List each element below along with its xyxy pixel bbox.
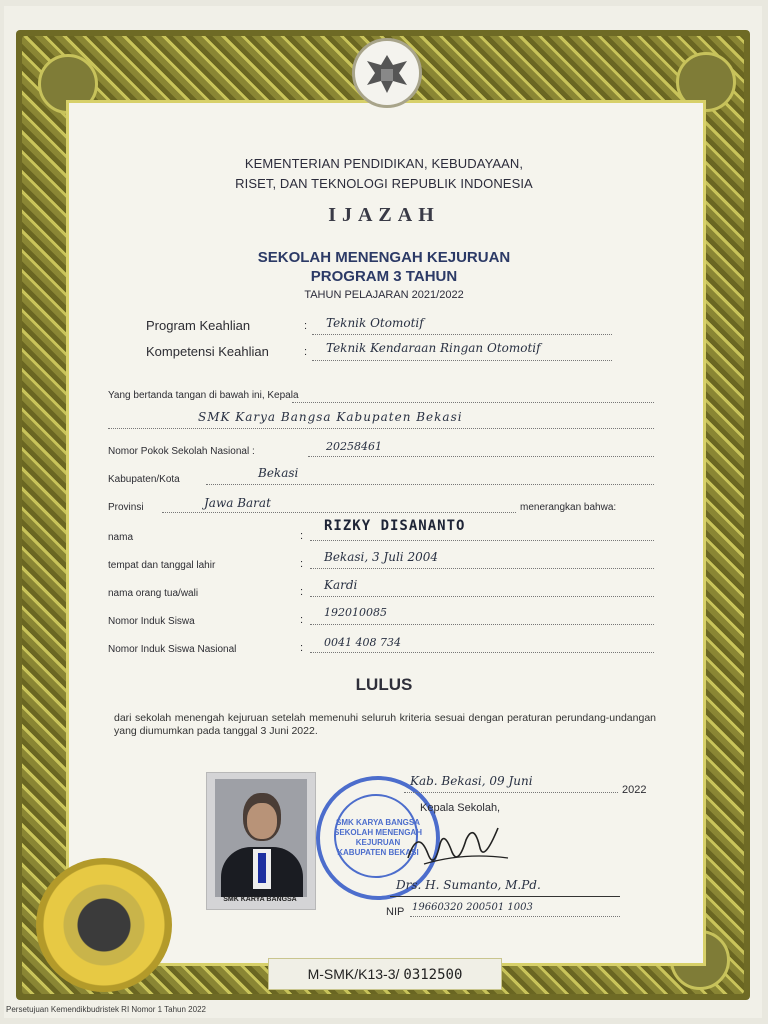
parent-dotline [310,596,654,597]
nis-value: 192010085 [324,606,387,619]
student-name-value: RIZKY DISANANTO [324,518,466,534]
signature-mark-icon [404,818,514,880]
stamp-line-1: SMK KARYA BANGSA [335,818,420,827]
npsn-value: 20258461 [326,440,382,453]
photo-caption: SMK KARYA BANGSA [223,896,297,903]
nip-label: NIP [386,906,405,918]
province-label: Provinsi [108,502,144,513]
city-dotline [206,484,654,485]
photo-tie [258,853,266,883]
program-dotline [312,334,612,335]
nisn-label: Nomor Induk Siswa Nasional [108,644,237,655]
parent-value: Kardi [324,578,358,592]
serial-prefix: M-SMK/K13-3/ [307,966,400,982]
school-type-line-2: PROGRAM 3 TAHUN [310,268,458,285]
nis-colon: : [300,614,304,626]
document-title: IJAZAH [328,204,440,226]
signer-underline [390,896,620,897]
student-name-colon: : [300,530,304,542]
npsn-label: Nomor Pokok Sekolah Nasional : [108,446,255,457]
intro-dotline [292,402,654,403]
place-date: Kab. Bekasi, 09 Juni [410,774,533,788]
stamp-line-2: SEKOLAH MENENGAH [333,828,422,837]
birth-value: Bekasi, 3 Juli 2004 [324,550,438,564]
result-statement: dari sekolah menengah kejuruan setelah memenuhi seluruh kriteria sesuai dengan peraturan perundang-undangan yang diumumkan pada tanggal 3 Juni 2022. [114,712,656,737]
program-label: Program Keahlian [146,318,251,333]
province-dotline [162,512,516,513]
stamp-line-3: KEJURUAN [355,838,401,847]
stamp-line-4: KABUPATEN BEKASI [337,848,419,857]
nis-dotline [310,624,654,625]
ministry-line-2: RISET, DAN TEKNOLOGI REPUBLIK INDONESIA [235,176,533,191]
garuda-emblem-icon [352,38,422,108]
school-type-heading [0,248,768,286]
serial-number-box [268,958,502,990]
academic-year: TAHUN PELAJARAN 2021/2022 [304,289,464,301]
birth-label: tempat dan tanggal lahir [108,560,216,571]
competency-value: Teknik Kendaraan Ringan Otomotif [326,341,541,355]
nisn-dotline [310,652,654,653]
signer-role: Kepala Sekolah, [420,802,501,814]
nisn-colon: : [300,642,304,654]
parent-colon: : [300,586,304,598]
city-value: Bekasi [258,466,299,480]
intro-label: Yang bertanda tangan di bawah ini, Kepala [108,390,299,401]
birth-colon: : [300,558,304,570]
nip-dotline [410,916,620,917]
nip-value: 19660320 200501 1003 [412,902,533,913]
nisn-value: 0041 408 734 [324,636,401,649]
birth-dotline [310,568,654,569]
city-label: Kabupaten/Kota [108,474,180,485]
school-name-dotline [108,428,654,429]
result-status: LULUS [355,675,413,694]
school-name-value: SMK Karya Bangsa Kabupaten Bekasi [198,410,463,424]
place-date-dotline [404,792,618,793]
program-colon: : [304,320,308,332]
student-name-dotline [310,540,654,541]
photo-face [247,803,277,839]
nis-label: Nomor Induk Siswa [108,616,195,627]
parent-label: nama orang tua/wali [108,588,199,599]
province-value: Jawa Barat [204,496,271,510]
declares-label: menerangkan bahwa: [520,502,617,513]
competency-label: Kompetensi Keahlian [146,344,269,359]
npsn-dotline [308,456,654,457]
ministry-line-1: KEMENTERIAN PENDIDIKAN, KEBUDAYAAN, [244,156,524,171]
signer-name: Drs. H. Sumanto, M.Pd. [396,878,541,892]
competency-dotline [312,360,612,361]
serial-number: 0312500 [403,967,463,983]
competency-colon: : [304,346,308,358]
security-hologram-seal [36,858,172,992]
program-value: Teknik Otomotif [326,316,424,330]
student-name-label: nama [108,532,134,543]
ministry-heading [0,154,768,194]
approval-footer: Persetujuan Kemendikbudristek RI Nomor 1 Tahun 2022 [6,1005,206,1014]
signature-year: 2022 [622,784,647,796]
school-type-line-1: SEKOLAH MENENGAH KEJURUAN [257,249,511,266]
student-photo [206,772,316,910]
